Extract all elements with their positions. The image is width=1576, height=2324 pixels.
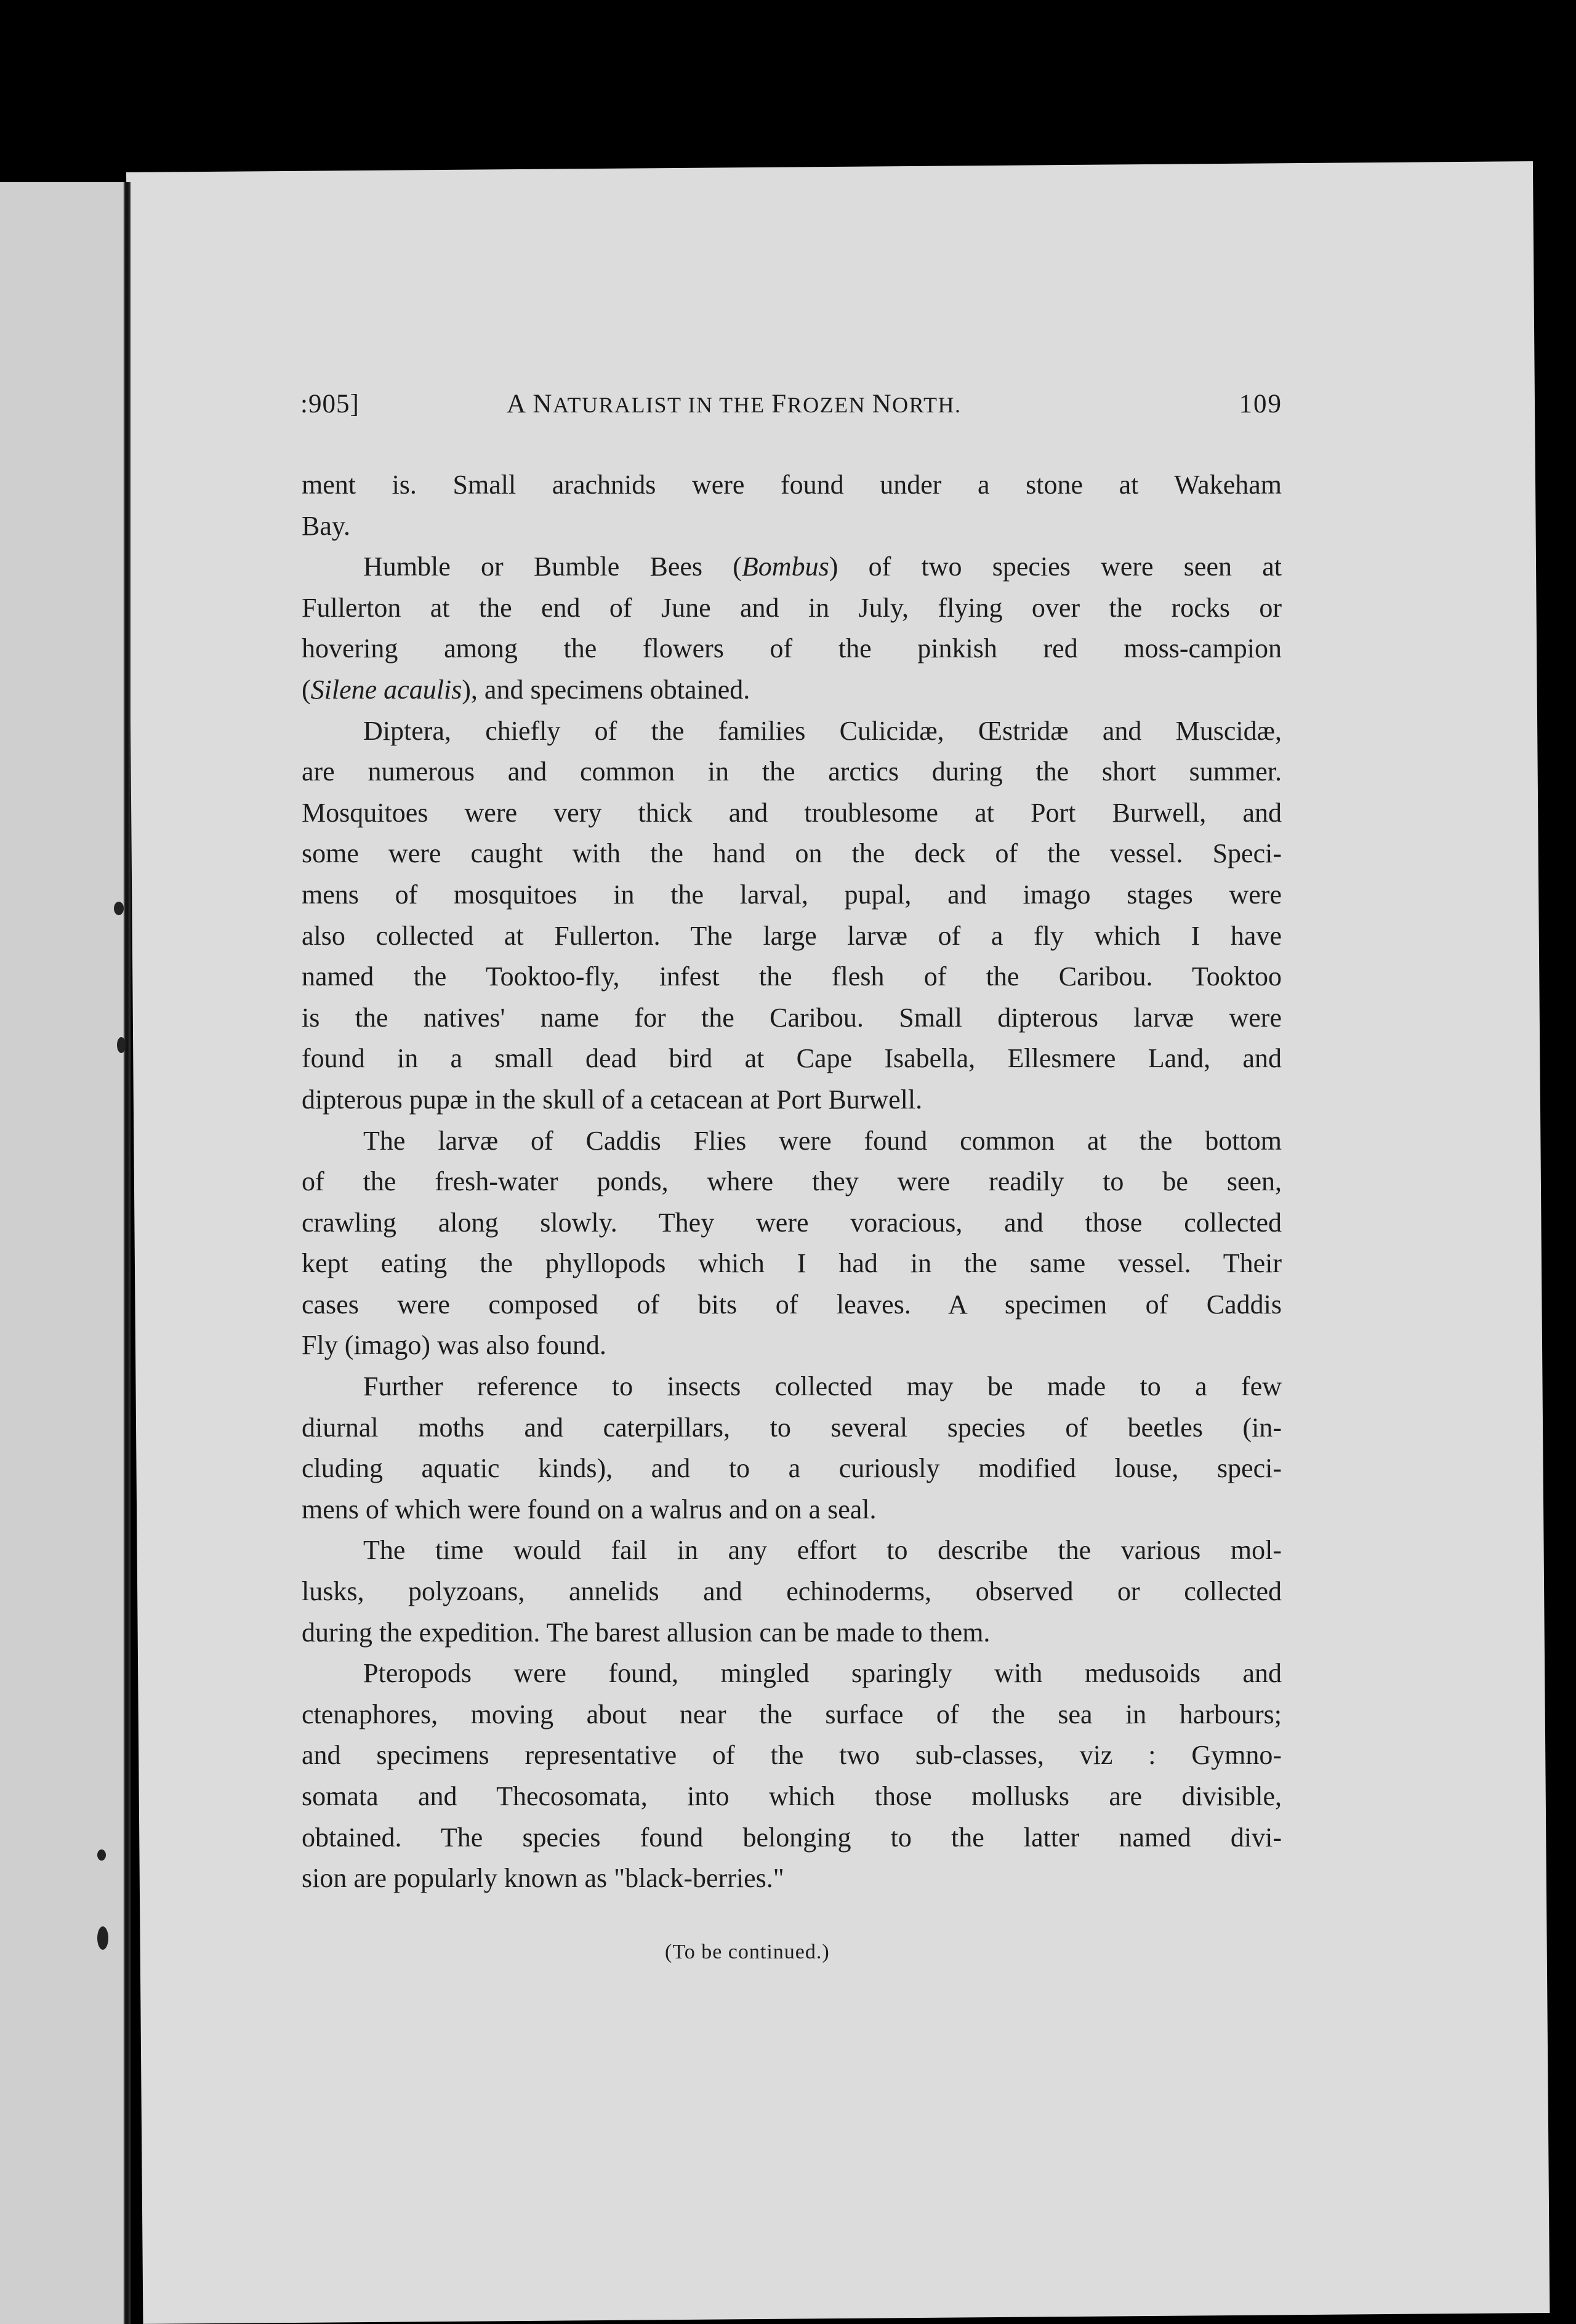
text-line: kept eating the phyllopods which I had in the same vessel. Their: [302, 1248, 1282, 1279]
text-line: The larvæ of Caddis Flies were found common at the bottom: [363, 1125, 1282, 1156]
text-line: [302, 547, 1282, 588]
text-line: Fullerton at the end of June and in July, flying over the rocks or: [302, 592, 1282, 623]
text-line: Diptera, chiefly of the families Culicidæ, Œstridæ and Muscidæ,: [363, 715, 1282, 746]
text-line: Fly (imago) was also found.: [302, 1330, 606, 1361]
text-line: The time would fail in any effort to describe the various mol-: [363, 1535, 1282, 1566]
text-line: sion are popularly known as "black-berries.": [302, 1863, 784, 1894]
text-line: cluding aquatic kinds), and to a curiously modified louse, speci-: [302, 1453, 1282, 1484]
text-line: hovering among the flowers of the pinkish red moss-campion: [302, 633, 1282, 664]
page-number: 109: [1239, 390, 1282, 419]
title-part: F: [771, 390, 787, 419]
text-line: and specimens representative of the two sub-classes, viz : Gymno-: [302, 1740, 1282, 1771]
running-head-year: :905]: [300, 390, 360, 419]
title-part: N: [872, 390, 893, 419]
text-line: diurnal moths and caterpillars, to several species of beetles (in-: [302, 1412, 1282, 1443]
running-head-title: [507, 389, 961, 419]
title-part: ORTH.: [892, 393, 962, 417]
text-line: Mosquitoes were very thick and troublesome at Port Burwell, and: [302, 797, 1282, 828]
margin-speck: [114, 902, 124, 915]
running-head: [300, 389, 1282, 433]
text-line: Pteropods were found, mingled sparingly with medusoids and: [363, 1658, 1282, 1689]
text-line: [302, 670, 1282, 711]
text-line: mens of mosquitoes in the larval, pupal, and imago stages were: [302, 879, 1282, 910]
text-line: are numerous and common in the arctics during the short summer.: [302, 756, 1282, 787]
binding-shadow: [123, 182, 131, 2324]
title-part: A N: [507, 390, 553, 419]
text-line: Bay.: [302, 510, 351, 541]
text-line: cases were composed of bits of leaves. A specimen of Caddis: [302, 1289, 1282, 1320]
italic-term: Silene acaulis: [310, 674, 462, 705]
text-segment: Humble or Bumble Bees (: [363, 551, 742, 582]
text-line: ctenaphores, moving about near the surface of the sea in harbours;: [302, 1699, 1282, 1729]
text-line: lusks, polyzoans, annelids and echinoderms, observed or collected: [302, 1576, 1282, 1607]
text-line: dipterous pupæ in the skull of a cetacean at Port Burwell.: [302, 1084, 923, 1115]
margin-speck: [117, 1037, 126, 1053]
text-line: found in a small dead bird at Cape Isabella, Ellesmere Land, and: [302, 1043, 1282, 1074]
text-line: mens of which were found on a walrus and on a seal.: [302, 1494, 877, 1525]
text-line: ment is. Small arachnids were found under a stone at Wakeham: [302, 470, 1282, 500]
body-text: [302, 465, 1282, 1899]
text-segment: ) of two species were seen at: [829, 551, 1282, 582]
margin-speck: [97, 1849, 106, 1861]
text-line: crawling along slowly. They were voracious, and those collected: [302, 1207, 1282, 1238]
title-part: ATURALIST IN THE: [552, 393, 772, 417]
text-line: Further reference to insects collected may be made to a few: [363, 1371, 1282, 1402]
text-line: during the expedition. The barest allusion can be made to them.: [302, 1617, 991, 1648]
text-line: somata and Thecosomata, into which those mollusks are divisible,: [302, 1781, 1282, 1811]
text-segment: (: [302, 674, 311, 705]
text-segment: ), and specimens obtained.: [462, 674, 750, 705]
text-line: also collected at Fullerton. The large larvæ of a fly which I have: [302, 920, 1282, 951]
text-line: is the natives' name for the Caribou. Small dipterous larvæ were: [302, 1002, 1282, 1033]
facing-page-edge: [0, 182, 131, 2324]
title-part: ROZEN: [787, 393, 872, 417]
text-line: of the fresh-water ponds, where they were readily to be seen,: [302, 1166, 1282, 1197]
text-line: named the Tooktoo-fly, infest the flesh of the Caribou. Tooktoo: [302, 961, 1282, 992]
text-line: some were caught with the hand on the deck of the vessel. Speci-: [302, 838, 1282, 869]
italic-term: Bombus: [741, 551, 829, 582]
continued-note: (To be continued.): [665, 1941, 830, 1963]
margin-speck: [97, 1926, 108, 1950]
text-line: obtained. The species found belonging to the latter named divi-: [302, 1822, 1282, 1853]
